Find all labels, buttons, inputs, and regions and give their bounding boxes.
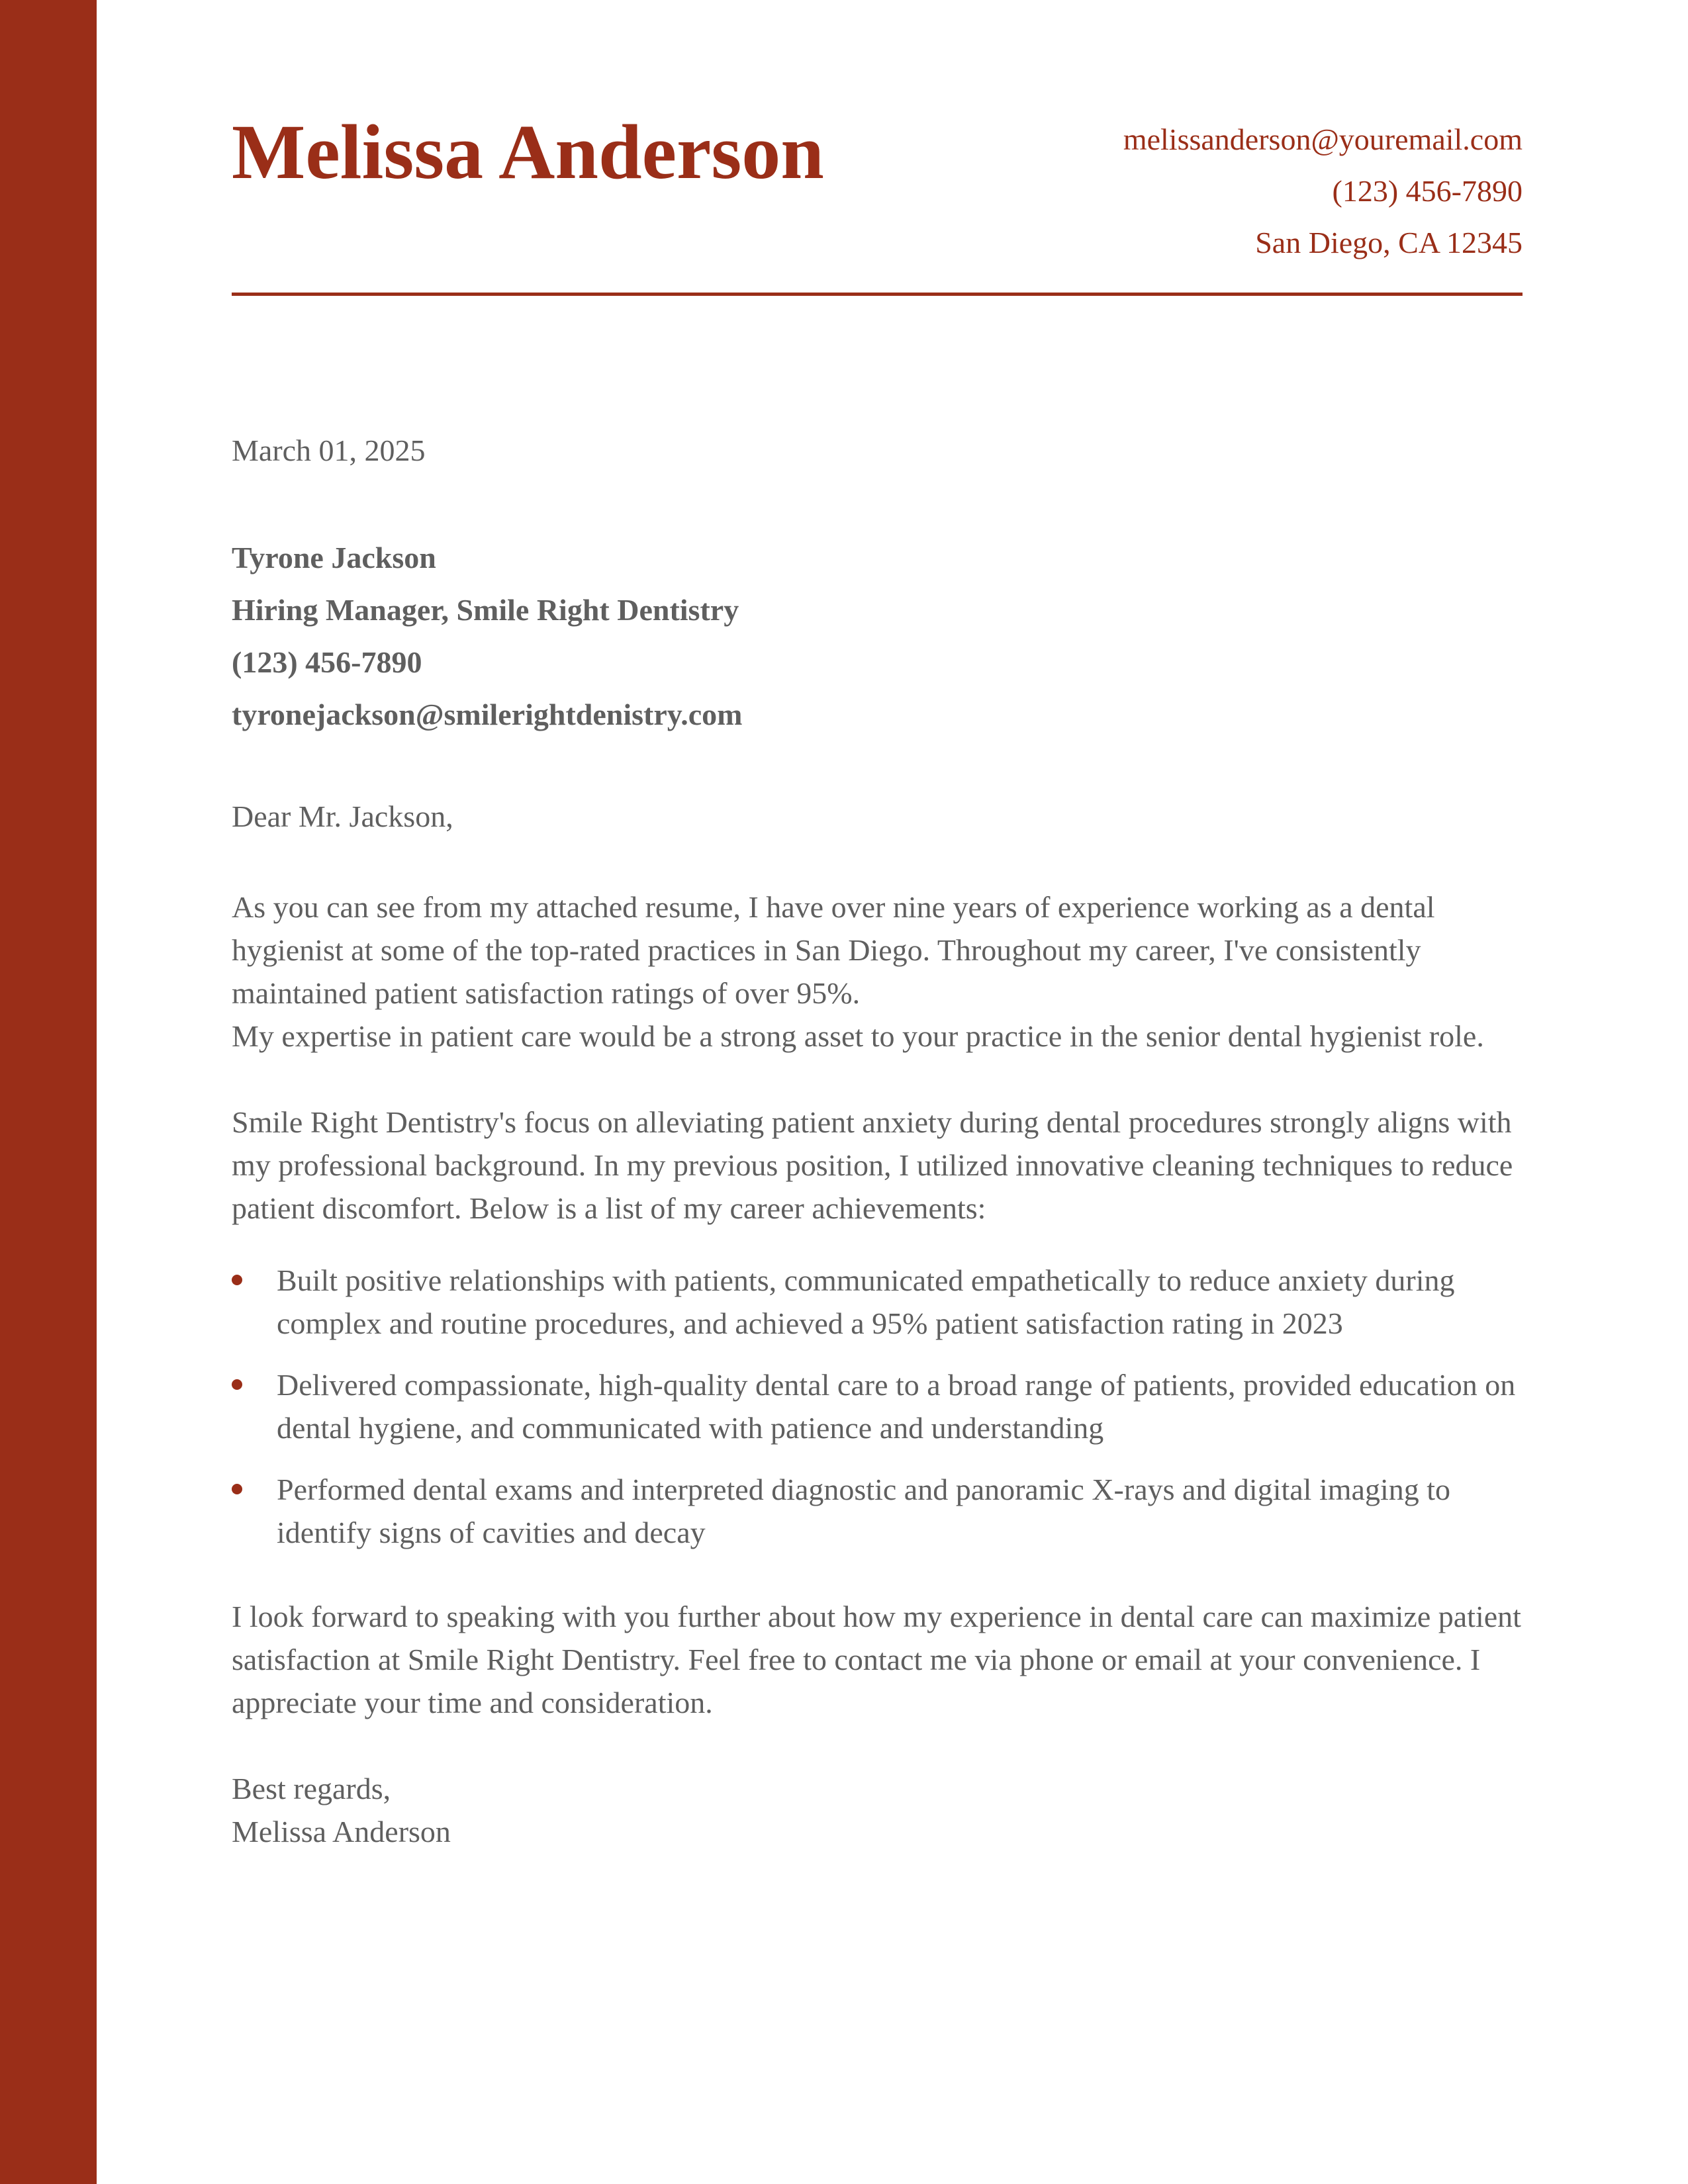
recipient-title: Hiring Manager, Smile Right Dentistry <box>232 593 739 627</box>
achievement-text: Performed dental exams and interpreted diagnostic and panoramic X-rays and digital imaging to identify signs of cavities and decay <box>277 1473 1450 1549</box>
salutation: Dear Mr. Jackson, <box>232 799 453 833</box>
recipient-phone: (123) 456-7890 <box>232 645 422 679</box>
bullet-icon <box>232 1275 242 1285</box>
achievements-list <box>232 1259 1523 1554</box>
accent-sidebar <box>0 0 97 2184</box>
closing-phrase: Best regards, <box>232 1772 391 1805</box>
letter-date: March 01, 2025 <box>232 433 426 467</box>
list-item <box>232 1259 1523 1345</box>
letter-body <box>232 429 1523 1853</box>
list-item <box>232 1363 1523 1449</box>
cover-letter-page <box>232 0 1523 2184</box>
achievement-text: Delivered compassionate, high-quality dental care to a broad range of patients, provided education on dental hygiene, and communicated with patience and understanding <box>277 1368 1516 1445</box>
recipient-email: tyronejackson@smilerightdenistry.com <box>232 698 743 731</box>
signature-name: Melissa Anderson <box>232 1815 451 1848</box>
bullet-icon <box>232 1379 242 1390</box>
achievement-text: Built positive relationships with patients, communicated empathetically to reduce anxiety during complex and routine procedures, and achieved a 95% patient satisfaction rating in 2023 <box>277 1263 1455 1340</box>
sender-contact <box>1123 114 1523 269</box>
recipient-block <box>232 531 1523 741</box>
paragraph-intro-continued: My expertise in patient care would be a strong asset to your practice in the senior dental hygienist role. <box>232 1019 1484 1053</box>
paragraph-intro: As you can see from my attached resume, I have over nine years of experience working as a dental hygienist at some of the top-rated practices in San Diego. Throughout my career, I've consistently maintained patient satisfaction ratings of over 95%. <box>232 890 1435 1010</box>
paragraph-closing: I look forward to speaking with you further about how my experience in dental care can maximize patient satisfaction at Smile Right Dentistry. Feel free to contact me via phone or email at your convenience. I appreciate your time and consideration. <box>232 1600 1521 1719</box>
recipient-name: Tyrone Jackson <box>232 541 436 574</box>
list-item <box>232 1468 1523 1554</box>
letter-header <box>232 106 1523 258</box>
sender-name: Melissa Anderson <box>232 109 824 195</box>
header-divider <box>232 293 1523 296</box>
paragraph-background: Smile Right Dentistry's focus on alleviating patient anxiety during dental procedures strongly aligns with my professional background. In my previous position, I utilized innovative cleaning techniques to reduce patient discomfort. Below is a list of my career achievements: <box>232 1105 1513 1225</box>
sender-email: melissanderson@youremail.com <box>1123 122 1523 156</box>
sender-location: San Diego, CA 12345 <box>1255 226 1523 259</box>
sender-phone: (123) 456-7890 <box>1332 174 1523 208</box>
bullet-icon <box>232 1484 242 1494</box>
